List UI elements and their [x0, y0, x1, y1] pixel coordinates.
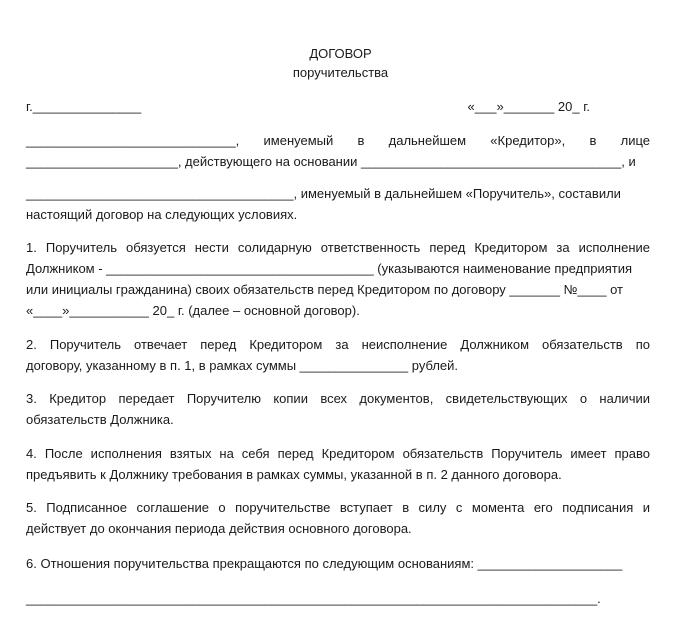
clause-1-line-2: Должником - _____________________________________ (указываются наименование предприятия	[26, 261, 633, 276]
clause-6-line-2: _______________________________________________________________________________.	[26, 591, 601, 606]
guarantor-line-1: _____________________________________, именуемый в дальнейшем «Поручитель», составили	[26, 186, 621, 201]
clause-1-line-3: или инициалы гражданина) своих обязательств перед Кредитором по договору _______ №____ от	[26, 282, 623, 297]
clause-5-line-1: 5. Подписанное соглашение о поручительстве вступает в силу с момента его подписания и	[26, 500, 650, 515]
clause-4-line-2: предъявить к Должнику требования в рамках суммы, указанной в п. 2 данного договора.	[26, 467, 562, 482]
creditor-line-2: _____________________, действующего на основании ____________________________________, и	[26, 154, 636, 169]
date-field: «___»_______ 20_ г.	[467, 99, 590, 114]
clause-5-line-2: действует до окончания периода действия основного договора.	[26, 521, 412, 536]
clause-3-line-2: обязательств Должника.	[26, 412, 174, 427]
city-field: г._______________	[26, 99, 142, 114]
clause-2-line-2: договору, указанному в п. 1, в рамках суммы _______________ рублей.	[26, 358, 459, 373]
document-subtitle: поручительства	[292, 65, 389, 80]
clause-2-line-1: 2. Поручитель отвечает перед Кредитором за неисполнение Должником обязательств по	[26, 337, 650, 352]
creditor-line-1: _____________________________, именуемый в дальнейшем «Кредитор», в лице	[26, 133, 650, 148]
clause-1-line-1: 1. Поручитель обязуется нести солидарную ответственность перед Кредитором за исполнение	[26, 240, 650, 255]
clause-3-line-1: 3. Кредитор передает Поручителю копии всех документов, свидетельствующих о наличии	[26, 391, 650, 406]
guarantor-line-2: настоящий договор на следующих условиях.	[26, 207, 298, 222]
clause-1-line-4: «____»___________ 20_ г. (далее – основной договор).	[26, 303, 360, 318]
clause-6-line-1: 6. Отношения поручительства прекращаются по следующим основаниям: ____________________	[26, 556, 623, 571]
document-title: ДОГОВОР	[309, 46, 372, 61]
clause-4-line-1: 4. После исполнения взятых на себя перед Кредитором обязательств Поручитель имеет право	[26, 446, 650, 461]
